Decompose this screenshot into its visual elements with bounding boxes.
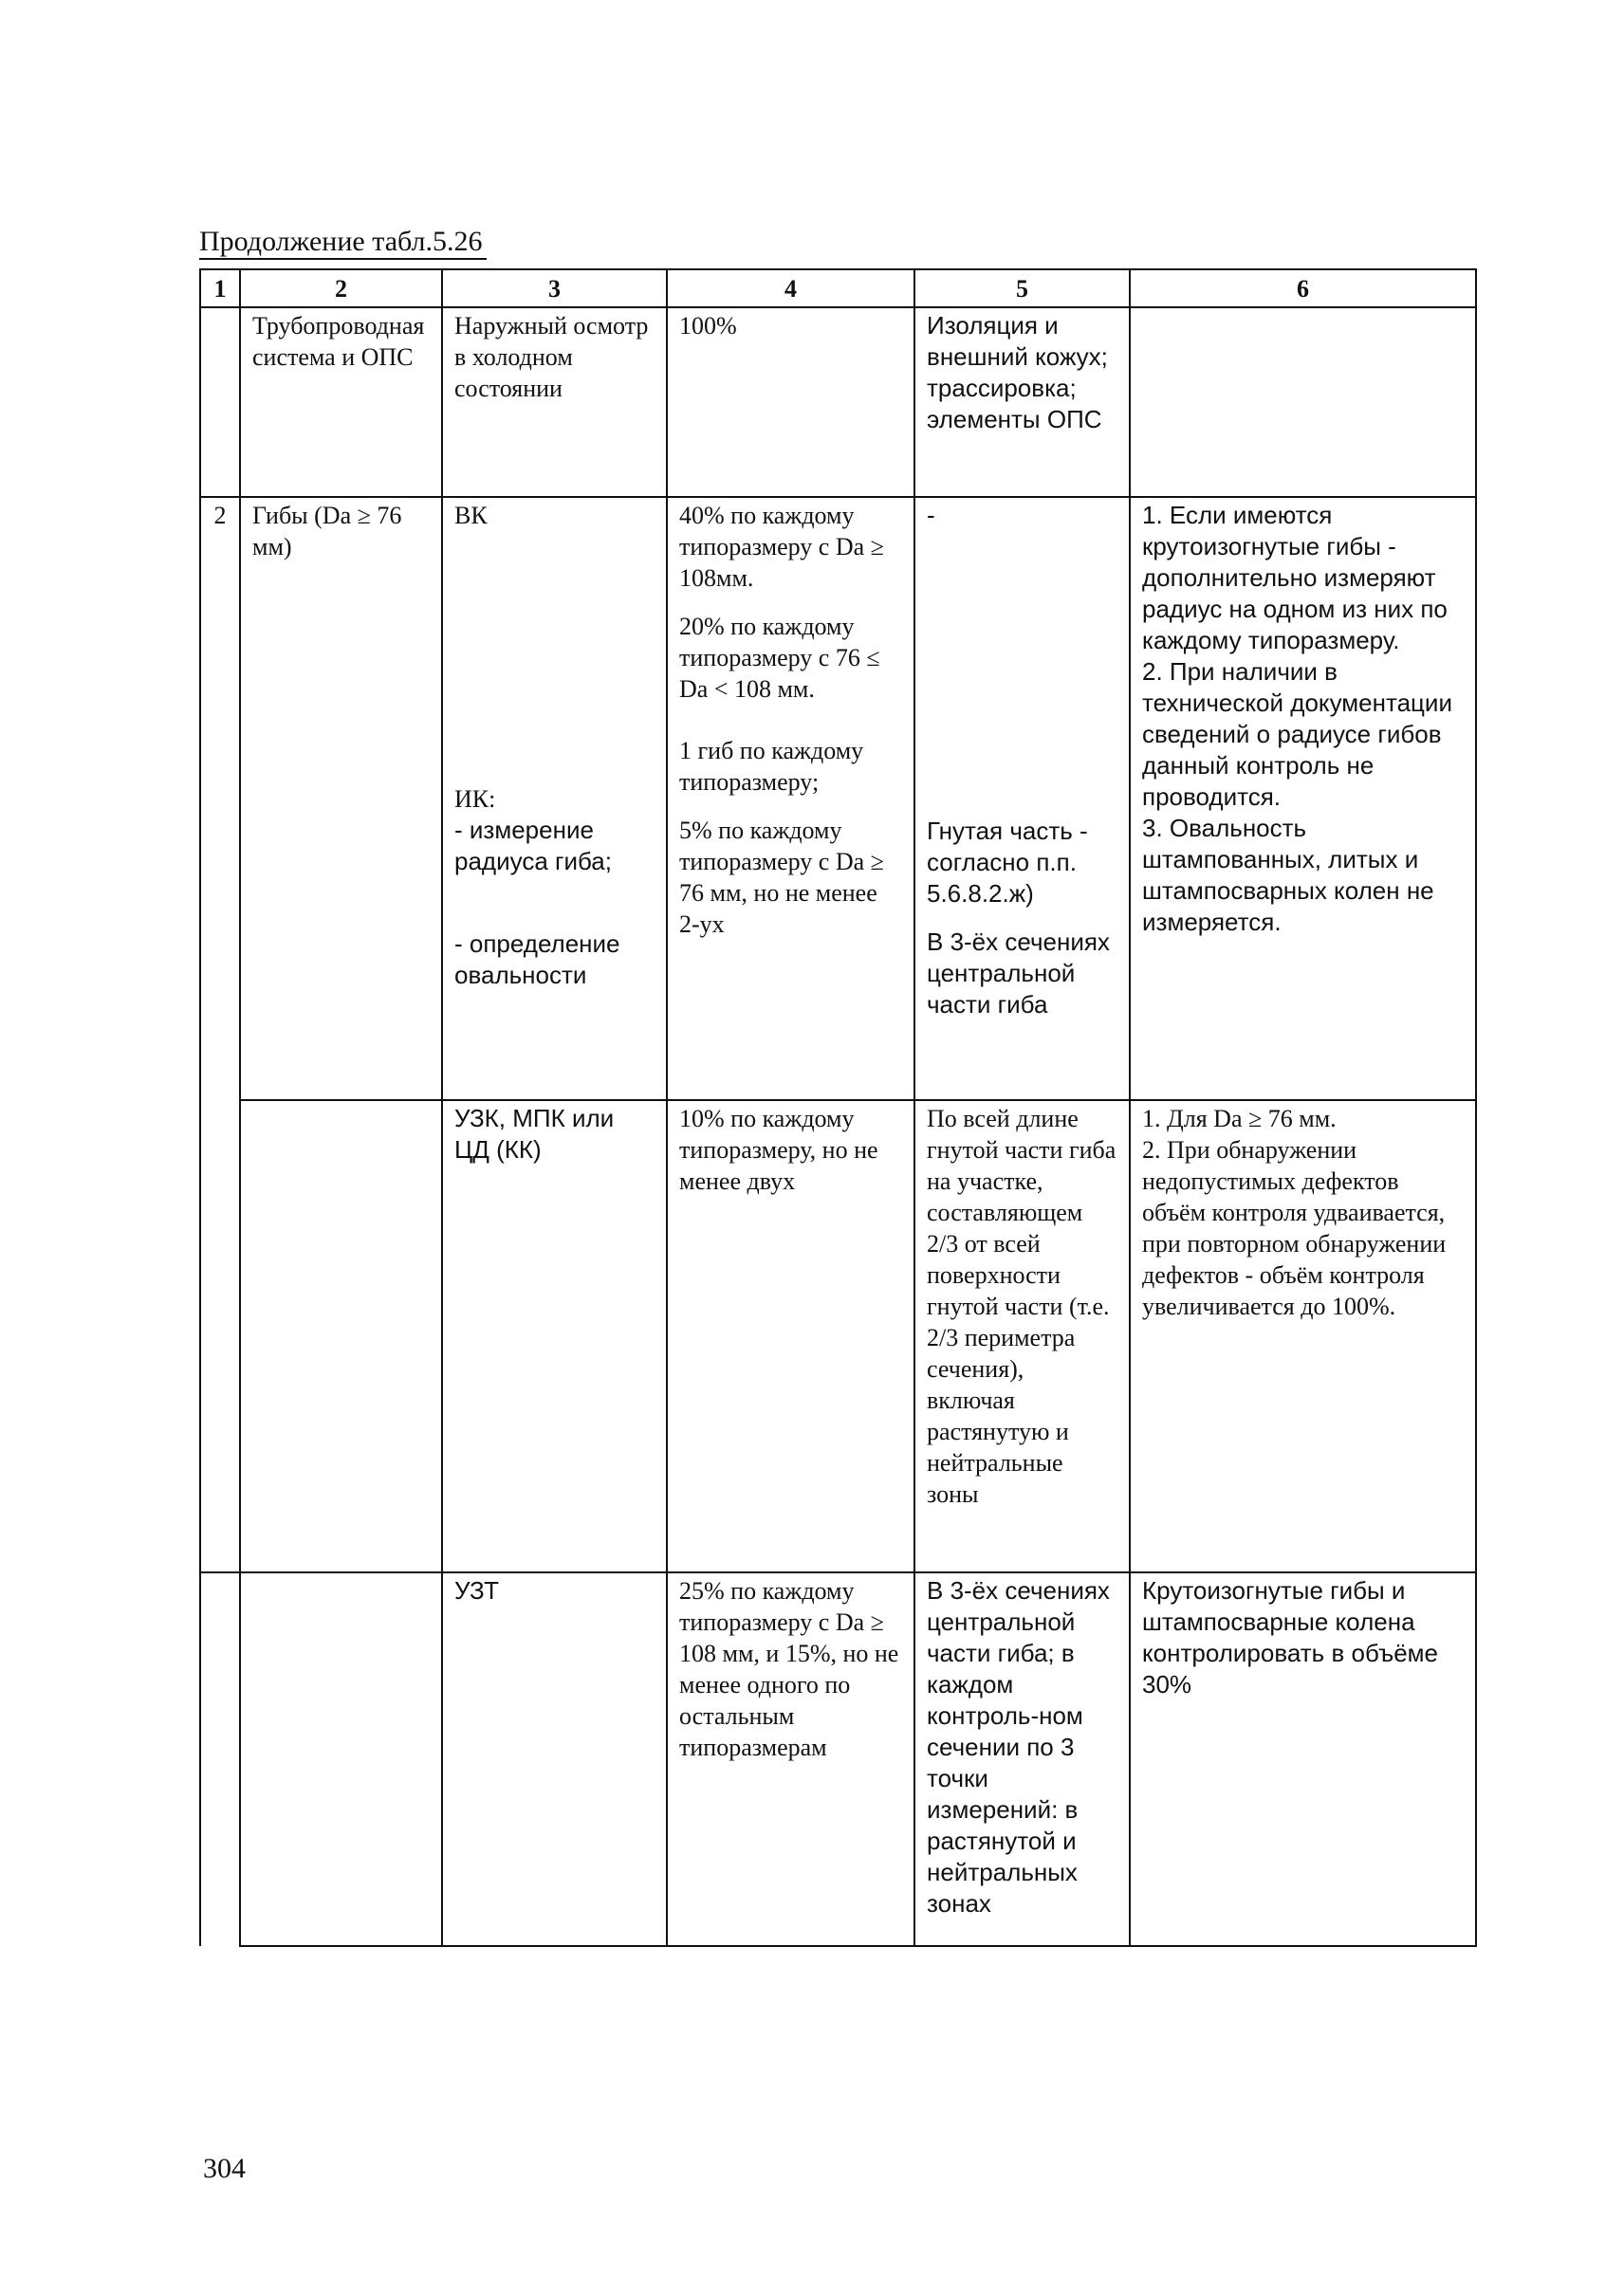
vk-volume-large: 40% по каждому типоразмеру с Da ≥ 108мм. <box>679 502 884 592</box>
row3-object <box>240 1100 442 1572</box>
ik-volume-radius: 1 гиб по каждому типоразмеру; <box>679 737 864 796</box>
row2-object: Гибы (Da ≥ 76 мм) <box>240 497 442 1100</box>
table-row <box>200 1100 1476 1572</box>
row2-zones <box>914 497 1130 1100</box>
table-caption: Продолжение табл.5.26 <box>199 226 487 260</box>
row4-note: Крутоизогнутые гибы и штампосварные колена контролировать в объёме 30% <box>1130 1572 1476 1946</box>
row1-object: Трубопроводная система и ОПС <box>240 307 442 497</box>
vk-volume-small: 20% по каждому типоразмеру с 76 ≤ Da < 108 мм. <box>679 613 880 703</box>
header-cell-1: 1 <box>200 269 240 307</box>
row3-note-2: 2. При обнаружении недопустимых дефектов объём контроля удваивается, при повторном обнаружении дефектов - объём контроля увеличивается до 100%. <box>1142 1136 1447 1320</box>
vk-method: ВК <box>454 502 488 529</box>
row4-volume: 25% по каждому типоразмеру с Da ≥ 108 мм, и 15%, но не менее одного по остальным типоразмерам <box>667 1572 914 1946</box>
row3-method: УЗК, МПК или ЦД (КК) <box>442 1100 667 1572</box>
header-cell-4: 4 <box>667 269 914 307</box>
row1-num <box>200 307 240 497</box>
ik-label: ИК: <box>454 785 496 813</box>
vk-zone: - <box>927 501 935 529</box>
row4-num <box>200 1572 240 1946</box>
row3-zone: По всей длине гнутой части гиба на участке, составляющем 2/3 от всей поверхности гнутой части (т.е. 2/3 периметра сечения), включая растянутую и нейтральные зоны <box>914 1100 1130 1572</box>
row3-notes <box>1130 1100 1476 1572</box>
row4-object <box>240 1572 442 1946</box>
header-cell-5: 5 <box>914 269 1130 307</box>
header-cell-2: 2 <box>240 269 442 307</box>
table-row <box>200 497 1476 1100</box>
row3-num <box>200 1100 240 1572</box>
row2-note-2: 2. При наличии в технической документации сведений о радиусе гибов данный контроль не проводится. <box>1142 657 1452 811</box>
ik-method-radius: - измерение радиуса гиба; <box>454 816 612 875</box>
row1-volume: 100% <box>667 307 914 497</box>
row2-note-3: 3. Овальность штампованных, литых и штампосварных колен не измеряется. <box>1142 814 1434 936</box>
header-cell-3: 3 <box>442 269 667 307</box>
table-row <box>200 307 1476 497</box>
row2-volumes <box>667 497 914 1100</box>
row4-zone: В 3-ёх сечениях центральной части гиба; в каждом контроль-ном сечении по 3 точки измерений: в растянутой и нейтральных зонах <box>914 1572 1130 1946</box>
ik-zone-ovality: В 3-ёх сечениях центральной части гиба <box>927 928 1110 1019</box>
header-row <box>200 269 1476 307</box>
row3-volume: 10% по каждому типоразмеру, но не менее двух <box>667 1100 914 1572</box>
row4-method: УЗТ <box>442 1572 667 1946</box>
ik-volume-ovality: 5% по каждому типоразмеру с Da ≥ 76 мм, но не менее 2-ух <box>679 817 884 938</box>
ik-zone-radius: Гнутая часть - согласно п.п. 5.6.8.2.ж) <box>927 817 1088 908</box>
row2-notes <box>1130 497 1476 1100</box>
row1-note <box>1130 307 1476 497</box>
row3-note-1: 1. Для Da ≥ 76 мм. <box>1142 1105 1337 1132</box>
ik-method-ovality: - определение овальности <box>454 929 620 989</box>
header-cell-6: 6 <box>1130 269 1476 307</box>
page-number: 304 <box>203 2153 246 2184</box>
row1-method: Наружный осмотр в холодном состоянии <box>442 307 667 497</box>
row1-zone: Изоляция и внешний кожух; трассировка; элементы ОПС <box>914 307 1130 497</box>
table-row <box>200 1572 1476 1946</box>
row2-methods <box>442 497 667 1100</box>
inspection-table <box>199 268 1477 1947</box>
row2-num: 2 <box>200 497 240 1100</box>
row2-note-1: 1. Если имеются крутоизогнутые гибы - дополнительно измеряют радиус на одном из них по каждому типоразмеру. <box>1142 501 1448 654</box>
